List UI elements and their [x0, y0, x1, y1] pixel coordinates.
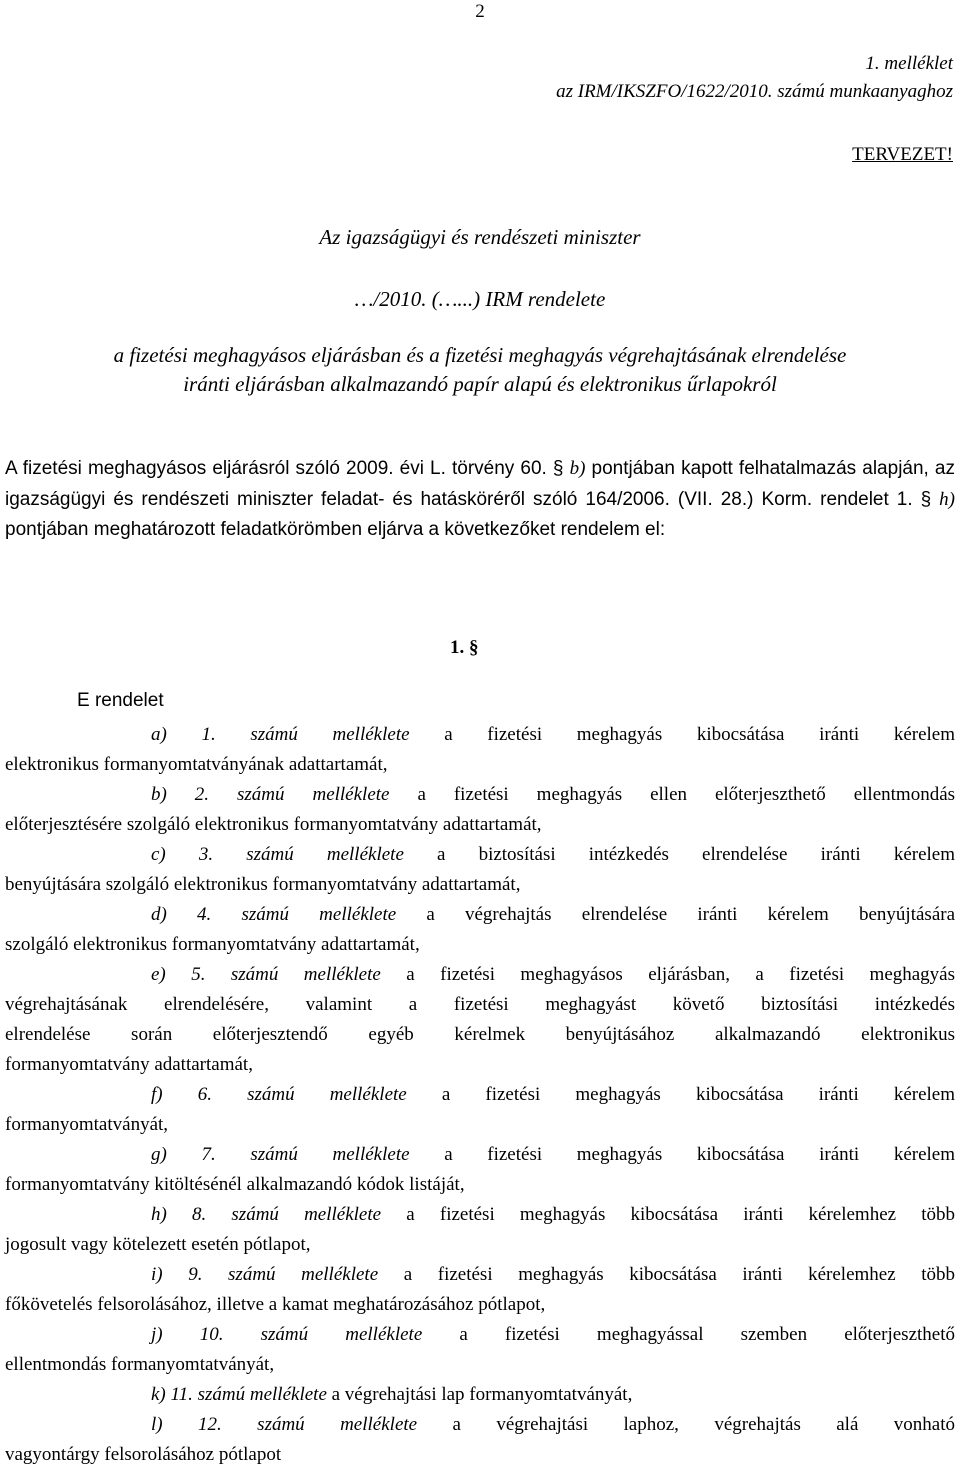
list-item-label: d) 4. [151, 904, 242, 925]
list-item-annex: számú melléklete [257, 1414, 418, 1435]
list-item-continuation: benyújtására szolgáló elektronikus formanyomtatvány adattartamát, [5, 874, 521, 895]
list-item-continuation: formanyomtatvány adattartamát, [5, 1054, 253, 1075]
list-item-first-line [5, 1080, 955, 1110]
list-item-first-line [5, 960, 955, 990]
list-item [5, 1080, 955, 1140]
list-item-text: a biztosítási intézkedés elrendelése iránti kérelem [437, 844, 956, 865]
list-item-text: a fizetési meghagyás kibocsátása iránti kérelem [444, 724, 956, 745]
list-item-label: b) 2. [151, 784, 237, 805]
list-item-label: k) 11. [151, 1384, 198, 1405]
list-item [5, 960, 955, 1080]
list-item-first-line [5, 840, 955, 870]
list-item [5, 840, 955, 900]
list-item [5, 1380, 955, 1410]
list-item-continuation: elektronikus formanyomtatványának adattartamát, [5, 754, 388, 775]
annex-reference-line2: az IRM/IKSZFO/1622/2010. számú munkaanyaghoz [556, 81, 953, 102]
list-item [5, 1140, 955, 1200]
list-item-text: a végrehajtás elrendelése iránti kérelem benyújtására [426, 904, 956, 925]
list-item-text: a fizetési meghagyás ellen előterjeszthető ellentmondás [417, 784, 956, 805]
list-item-continuation: ellentmondás formanyomtatványát, [5, 1354, 275, 1375]
list-item-first-line [5, 1140, 955, 1170]
list-item-annex: számú melléklete [260, 1324, 423, 1345]
draft-mark: TERVEZET! [852, 144, 953, 165]
list-item-continuation: formanyomtatványát, [5, 1114, 169, 1135]
list-item-label: f) 6. [151, 1084, 248, 1105]
list-item-label: a) 1. [151, 724, 251, 745]
list-item-annex: számú melléklete [246, 844, 404, 865]
list-item-annex: számú melléklete [241, 904, 397, 925]
list-item-continuation: előterjesztésére szolgáló elektronikus formanyomtatvány adattartamát, [5, 814, 542, 835]
list-item [5, 900, 955, 960]
list-item-continuation: szolgáló elektronikus formanyomtatvány adattartamát, [5, 934, 420, 955]
list-item [5, 1320, 955, 1380]
list-item [5, 1410, 955, 1470]
list-item-first-line [5, 1260, 955, 1290]
list-item-annex: számú melléklete [237, 784, 390, 805]
list-item-annex: számú melléklete [231, 1204, 382, 1225]
decree-title-line1: a fizetési meghagyásos eljárásban és a fizetési meghagyás végrehajtásának elrendelése [113, 343, 847, 367]
list-item-first-line [5, 900, 955, 930]
list-item-text: a fizetési meghagyás kibocsátása iránti kérelem [444, 1144, 956, 1165]
list-item-continuation: végrehajtásának elrendelésére, valamint a fizetési meghagyást követő biztosítási intézkedés [5, 994, 955, 1015]
list-item-label: c) 3. [151, 844, 247, 865]
list-item-annex: számú melléklete [250, 724, 410, 745]
list-item-first-line [5, 780, 955, 810]
list-item-label: i) 9. [151, 1264, 229, 1285]
page-number: 2 [475, 1, 485, 22]
list-item-continuation: főkövetelés felsorolásához, illetve a kamat meghatározásához pótlapot, [5, 1294, 546, 1315]
list-item-label: e) 5. [151, 964, 231, 985]
list-item-first-line [5, 1380, 955, 1410]
list-item-text: a végrehajtási laphoz, végrehajtás alá vonható [452, 1414, 956, 1435]
annex-reference-line1: 1. melléklet [865, 53, 953, 74]
list-item-continuation: vagyontárgy felsorolásához pótlapot [5, 1444, 282, 1465]
list-item-annex: számú melléklete [250, 1144, 410, 1165]
decree-title-line2: iránti eljárásban alkalmazandó papír alapú és elektronikus űrlapokról [183, 372, 777, 396]
issuer-heading: Az igazságügyi és rendészeti miniszter [319, 225, 641, 249]
list-item [5, 1200, 955, 1260]
decree-number: …/2010. (…...) IRM rendelete [354, 287, 606, 311]
item-list [5, 720, 955, 1470]
section-number: 1. § [450, 637, 479, 658]
list-item-text: a fizetési meghagyásos eljárásban, a fizetési meghagyás [406, 964, 956, 985]
list-item-first-line [5, 1320, 955, 1350]
list-item-label: h) 8. [151, 1204, 232, 1225]
list-item-label: j) 10. [151, 1324, 261, 1345]
list-item-continuation: formanyomtatvány kitöltésénél alkalmazandó kódok listáját, [5, 1174, 465, 1195]
list-item-label: g) 7. [151, 1144, 251, 1165]
list-item-label: l) 12. [151, 1414, 258, 1435]
list-item [5, 1260, 955, 1320]
list-item-first-line [5, 720, 955, 750]
side-label: E rendelet [77, 690, 164, 711]
list-item-annex: számú melléklete [197, 1384, 327, 1405]
list-item-first-line [5, 1410, 955, 1440]
list-item-annex: számú melléklete [247, 1084, 407, 1105]
list-item-text: a fizetési meghagyással szemben előterjeszthető [459, 1324, 955, 1345]
list-item-continuation: elrendelése során előterjesztendő egyéb kérelmek benyújtásához alkalmazandó elektronikus [5, 1024, 955, 1045]
list-item-text: a fizetési meghagyás kibocsátása iránti kérelem [441, 1084, 956, 1105]
list-item-text: a fizetési meghagyás kibocsátása iránti kérelemhez több [403, 1264, 956, 1285]
list-item-text: a végrehajtási lap formanyomtatványát, [331, 1384, 633, 1405]
list-item-annex: számú melléklete [230, 964, 381, 985]
list-item-continuation: jogosult vagy kötelezett esetén pótlapot, [5, 1234, 311, 1255]
list-item [5, 780, 955, 840]
list-item-first-line [5, 1200, 955, 1230]
list-item-text: a fizetési meghagyás kibocsátása iránti kérelemhez több [406, 1204, 956, 1225]
list-item-annex: számú melléklete [228, 1264, 379, 1285]
list-item [5, 720, 955, 780]
preamble: A fizetési meghagyásos eljárásról szóló 2009. évi L. törvény 60. § b) pontjában kapott felhatalmazás alapján, az igazságügyi és rendészeti miniszter feladat- és hatásköréről szóló 164/2006. (VII. 28.) Korm. rendelet 1. § h) pontjában meghatározott feladatkörömben eljárva a következőket rendelem el: [5, 458, 955, 540]
